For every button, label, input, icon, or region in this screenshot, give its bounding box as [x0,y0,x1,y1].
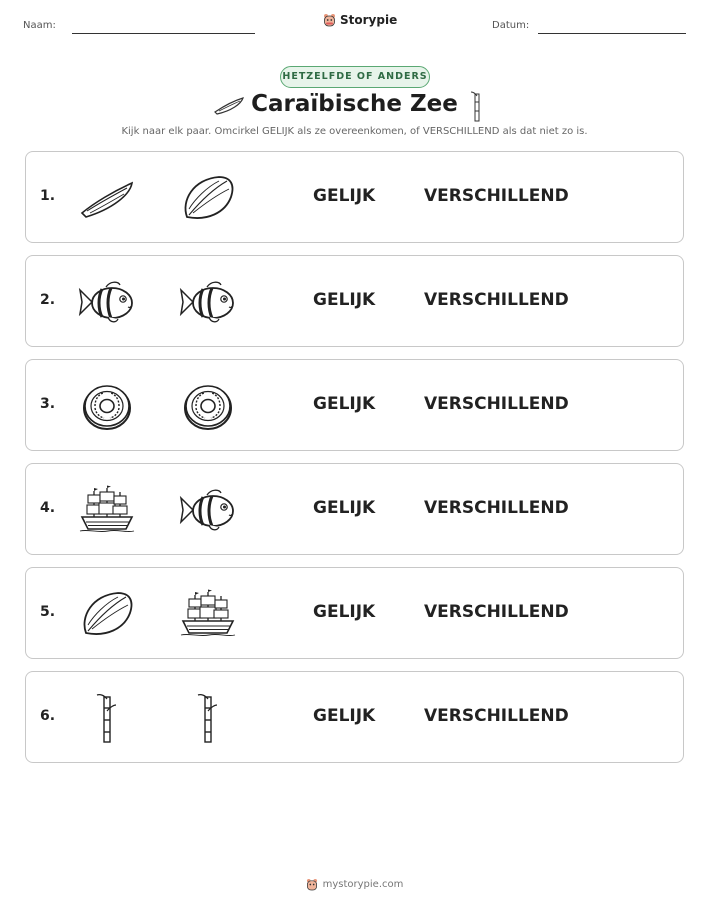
brand-logo [323,13,397,27]
option-same[interactable]: GELIJK [313,706,376,726]
sugarcane-icon [179,693,237,743]
option-different[interactable]: VERSCHILLEND [424,290,569,310]
question-number: 1. [40,188,56,204]
coin-icon [179,381,237,431]
option-same[interactable]: GELIJK [313,186,376,206]
option-different[interactable]: VERSCHILLEND [424,706,569,726]
mascot-icon [306,878,318,891]
option-same[interactable]: GELIJK [313,290,376,310]
date-line[interactable] [538,33,686,34]
option-same[interactable]: GELIJK [313,394,376,414]
option-same[interactable]: GELIJK [313,602,376,622]
question-number: 4. [40,500,56,516]
name-label: Naam: [23,20,56,31]
option-different[interactable]: VERSCHILLEND [424,186,569,206]
instructions: Kijk naar elk paar. Omcirkel GELIJK als ze overeenkomen, of VERSCHILLEND als dat niet zo is. [121,126,588,137]
footer-url: mystorypie.com [322,879,404,890]
sugarcane-icon [78,693,136,743]
brand-name: Storypie [340,13,398,27]
question-number: 6. [40,708,56,724]
sugarcane-icon [470,90,484,122]
fish-icon [78,277,136,327]
question-row [25,359,684,451]
seed-icon [78,589,136,639]
fish-icon [179,277,237,327]
footer [0,878,709,891]
question-number: 2. [40,292,56,308]
question-row [25,151,684,243]
fish-icon [179,485,237,535]
ship-icon [78,485,136,535]
seed-icon [179,173,237,223]
question-row [25,671,684,763]
question-row [25,255,684,347]
page-title: Caraïbische Zee [251,91,458,117]
mascot-icon [323,13,336,27]
question-number: 5. [40,604,56,620]
canoe-icon [78,173,136,223]
option-same[interactable]: GELIJK [313,498,376,518]
coin-icon [78,381,136,431]
question-row [25,463,684,555]
option-different[interactable]: VERSCHILLEND [424,498,569,518]
activity-badge: HETZELFDE OF ANDERS [280,66,430,88]
name-line[interactable] [72,33,255,34]
ship-icon [179,589,237,639]
option-different[interactable]: VERSCHILLEND [424,394,569,414]
question-number: 3. [40,396,56,412]
date-label: Datum: [492,20,530,31]
option-different[interactable]: VERSCHILLEND [424,602,569,622]
question-row [25,567,684,659]
